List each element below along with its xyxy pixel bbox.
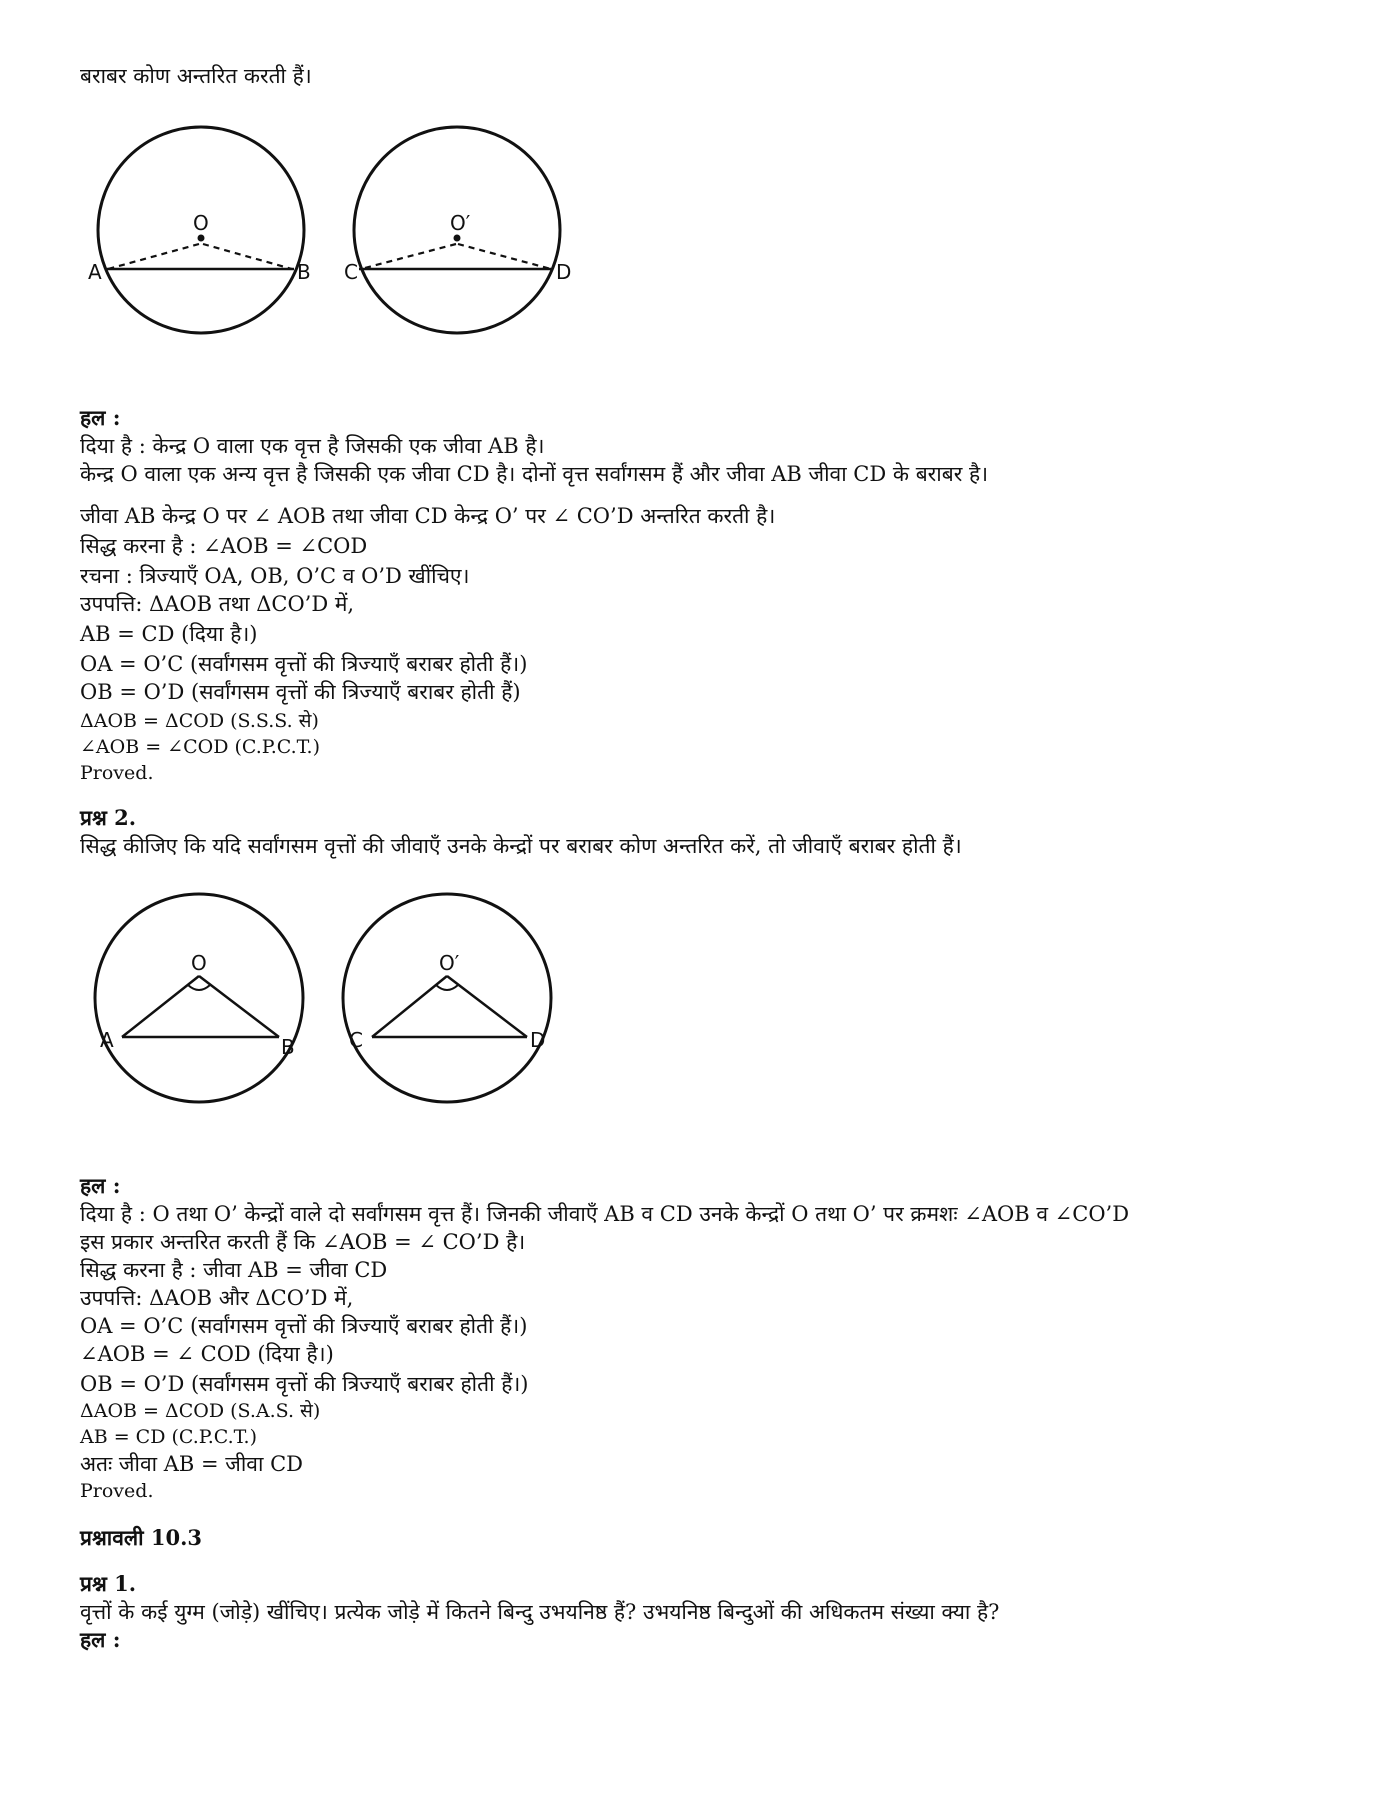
proof-intro-2: उपपत्ति: ΔAOB और ΔCO’D में, (80, 1286, 354, 1310)
proof-step-1-2: OA = O’C (सर्वांगसम वृत्तों की त्रिज्याएँ बराबर होती हैं।) (80, 652, 528, 676)
label-c: C (349, 1028, 363, 1052)
center-o-dot (198, 235, 205, 242)
label-o-prime: O′ (450, 211, 471, 235)
question-1-text: वृत्तों के कई युग्म (जोड़े) खींचिए। प्रत्येक जोड़े में कितने बिन्दु उभयनिष्ठ हैं? उभयनिष्ठ बिन्दुओं की अधिकतम संख्या क्या है? (80, 1600, 1000, 1624)
figure-2-congruent-circles (0, 874, 560, 1114)
to-prove-line-1: सिद्ध करना है : ∠AOB = ∠COD (80, 534, 368, 558)
proof-step-1-5: ∠AOB = ∠COD (C.P.C.T.) (80, 736, 321, 758)
circle-o (95, 894, 303, 1102)
angle-aob-arc (188, 985, 210, 990)
proof-step-1-3: OB = O’D (सर्वांगसम वृत्तों की त्रिज्याएँ बराबर होती हैं) (80, 680, 521, 704)
label-b: B (297, 260, 311, 284)
figure-1-right-circle-group (344, 127, 571, 333)
solution-heading-3: हल : (80, 1627, 121, 1652)
proof-step-1-4: ΔAOB = ΔCOD (S.S.S. से) (80, 710, 319, 732)
label-o: O (193, 211, 209, 235)
radius-oa-dashed (108, 244, 199, 269)
given-line-2-2: इस प्रकार अन्तरित करती हैं कि ∠AOB = ∠ CO’D है। (80, 1230, 526, 1254)
proof-intro-1: उपपत्ति: ΔAOB तथा ΔCO’D में, (80, 592, 355, 616)
radius-ob (199, 976, 279, 1037)
subtend-line: जीवा AB केन्द्र O पर ∠ AOB तथा जीवा CD केन्द्र O’ पर ∠ CO’D अन्तरित करती है। (80, 504, 776, 528)
radius-oa (122, 976, 199, 1037)
radius-od (447, 976, 527, 1037)
exercise-title: प्रश्नावली 10.3 (80, 1525, 203, 1550)
proof-step-2-4: ΔAOB = ΔCOD (S.A.S. से) (80, 1400, 321, 1422)
proved-1: Proved. (80, 762, 154, 784)
proof-step-1-1: AB = CD (दिया है।) (80, 622, 258, 646)
to-prove-line-2: सिद्ध करना है : जीवा AB = जीवा CD (80, 1258, 388, 1282)
proof-step-2-1: OA = O’C (सर्वांगसम वृत्तों की त्रिज्याएँ बराबर होती हैं।) (80, 1314, 528, 1338)
label-b: B (281, 1035, 295, 1059)
construction-line: रचना : त्रिज्याएँ OA, OB, O’C व O’D खींचिए। (80, 564, 470, 588)
question-1-heading: प्रश्न 1. (80, 1571, 137, 1596)
label-o: O (191, 951, 207, 975)
label-a: A (100, 1028, 114, 1052)
angle-cod-arc (436, 985, 458, 990)
figure-2-right-circle-group (343, 894, 551, 1102)
question-2-heading: प्रश्न 2. (80, 805, 137, 830)
document-page (80, 62, 1320, 1654)
figure-1-congruent-circles (0, 104, 572, 344)
question-2-text: सिद्ध कीजिए कि यदि सर्वांगसम वृत्तों की जीवाएँ उनके केन्द्रों पर बराबर कोण अन्तरित करें, तो जीवाएँ बराबर होती हैं। (80, 834, 962, 858)
radius-od-dashed (458, 244, 551, 269)
proof-step-2-2: ∠AOB = ∠ COD (दिया है।) (80, 1342, 334, 1366)
label-a: A (88, 260, 102, 284)
figure-2-left-circle-group (95, 894, 303, 1102)
radius-oc (372, 976, 447, 1037)
center-o-prime-dot (454, 235, 461, 242)
given-line-2-1: दिया है : O तथा O’ केन्द्रों वाले दो सर्वांगसम वृत्त हैं। जिनकी जीवाएँ AB व CD उनके केन्द्रों O तथा O’ पर क्रमशः ∠AOB व ∠CO’D (80, 1202, 1130, 1226)
given-line-2: केन्द्र O वाला एक अन्य वृत्त है जिसकी एक जीवा CD है। दोनों वृत्त सर्वांगसम हैं और जीवा AB जीवा CD के बराबर है। (80, 462, 989, 486)
proof-step-2-3: OB = O’D (सर्वांगसम वृत्तों की त्रिज्याएँ बराबर होती हैं।) (80, 1372, 529, 1396)
radius-ob-dashed (203, 244, 292, 269)
label-d: D (530, 1028, 546, 1052)
solution-heading-1: हल : (80, 405, 121, 430)
label-o-prime: O′ (439, 951, 460, 975)
circle-o-prime (343, 894, 551, 1102)
given-line-1: दिया है : केन्द्र O वाला एक वृत्त है जिसकी एक जीवा AB है। (80, 434, 545, 458)
figure-1-left-circle-group (88, 127, 311, 333)
solution-heading-2: हल : (80, 1173, 121, 1198)
proof-step-2-6: अतः जीवा AB = जीवा CD (80, 1452, 304, 1476)
radius-oc-dashed (361, 244, 456, 269)
label-c: C (344, 260, 358, 284)
proved-2: Proved. (80, 1480, 154, 1502)
label-d: D (556, 260, 572, 284)
proof-step-2-5: AB = CD (C.P.C.T.) (80, 1426, 258, 1448)
intro-line: बराबर कोण अन्तरित करती हैं। (80, 64, 312, 88)
